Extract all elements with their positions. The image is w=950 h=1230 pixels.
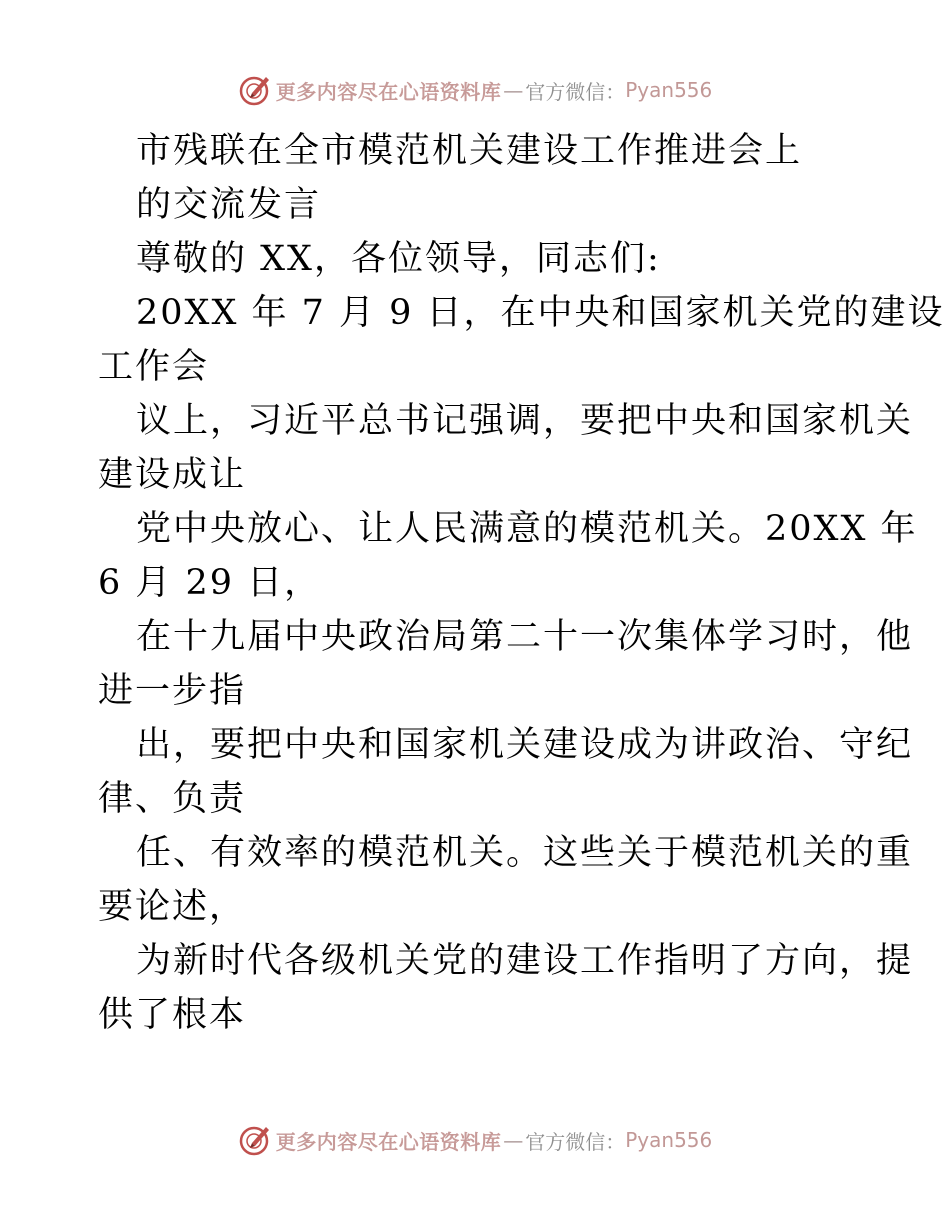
title-line-1: 市残联在全市模范机关建设工作推进会上 bbox=[136, 131, 803, 171]
paragraph-line-wrap: 建设成让 bbox=[98, 455, 247, 495]
paragraph-line: 在十九届中央政治局第二十一次集体学习时，他 bbox=[136, 617, 914, 657]
paragraph-line: 任、有效率的模范机关。这些关于模范机关的重 bbox=[136, 833, 914, 873]
paragraph-line: 20XX 年 7 月 9 日，在中央和国家机关党的建设 bbox=[136, 293, 945, 333]
watermark-separator: — bbox=[503, 78, 524, 102]
watermark-brand-text: 更多内容尽在心语资料库 bbox=[275, 1129, 502, 1154]
title-line-2: 的交流发言 bbox=[136, 185, 322, 225]
paragraph-line-wrap: 供了根本 bbox=[98, 995, 247, 1035]
watermark-sub-text: 官方微信： bbox=[525, 1129, 626, 1154]
watermark-account-id: Pyan556 bbox=[625, 1128, 713, 1152]
salutation-line: 尊敬的 XX，各位领导，同志们: bbox=[136, 239, 661, 279]
paragraph-line-wrap: 律、负责 bbox=[98, 779, 247, 819]
paragraph-line: 为新时代各级机关党的建设工作指明了方向，提 bbox=[136, 941, 914, 981]
watermark-brand-text: 更多内容尽在心语资料库 bbox=[275, 79, 502, 104]
document-body bbox=[98, 124, 945, 1042]
paragraph-line-wrap: 6 月 29 日， bbox=[98, 563, 322, 603]
watermark-sub-text: 官方微信： bbox=[525, 79, 626, 104]
pen-logo-icon bbox=[238, 73, 272, 107]
watermark-account-id: Pyan556 bbox=[625, 78, 713, 102]
paragraph-line: 出，要把中央和国家机关建设成为讲政治、守纪 bbox=[136, 725, 914, 765]
watermark-separator: — bbox=[503, 1128, 524, 1152]
paragraph-line-wrap: 工作会 bbox=[98, 347, 210, 387]
pen-logo-icon bbox=[238, 1123, 272, 1157]
paragraph-line: 议上，习近平总书记强调，要把中央和国家机关 bbox=[136, 401, 914, 441]
watermark-banner-bottom bbox=[0, 1120, 950, 1160]
paragraph-line-wrap: 要论述， bbox=[98, 887, 247, 927]
paragraph-line: 党中央放心、让人民满意的模范机关。20XX 年 bbox=[136, 509, 918, 549]
paragraph-line-wrap: 进一步指 bbox=[98, 671, 247, 711]
watermark-banner-top bbox=[0, 70, 950, 110]
